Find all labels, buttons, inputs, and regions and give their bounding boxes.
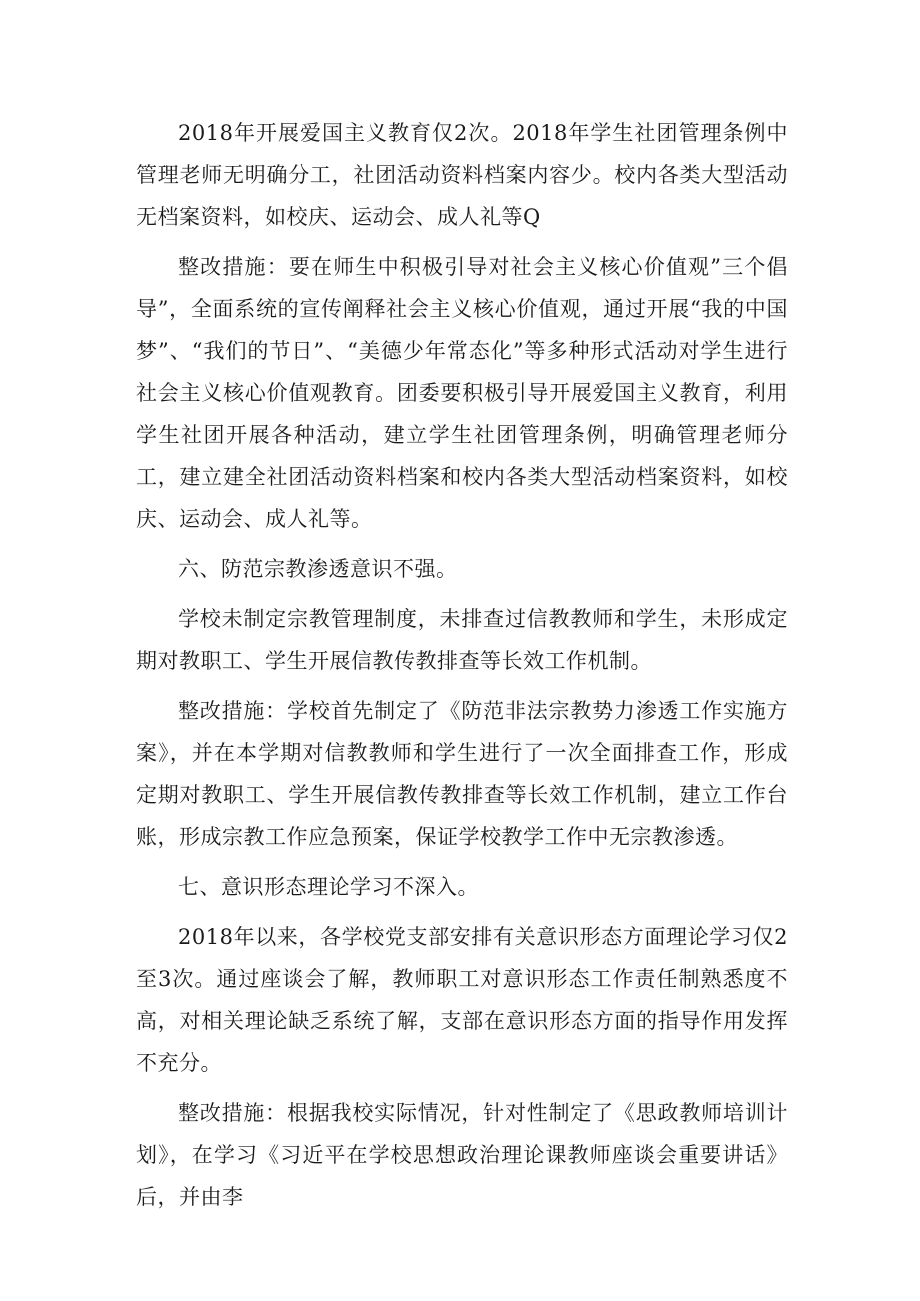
paragraph-ideology-issue: 2018年以来，各学校党支部安排有关意识形态方面理论学习仅2至3次。通过座谈会了解，教师职工对意识形态工作责任制熟悉度不高，对相关理论缺乏系统了解，支部在意识形态方面的指导作用发挥不充分。 (136, 925, 788, 1075)
section-heading-ideology: 七、意识形态理论学习不深入。 (178, 875, 479, 899)
paragraph-religion-issue: 学校未制定宗教管理制度，未排查过信教教师和学生，未形成定期对教职工、学生开展信教传教排查等长效工作机制。 (136, 607, 788, 673)
paragraph-rectification-core-values: 整改措施：要在师生中积极引导对社会主义核心价值观”三个倡导”，全面系统的宣传阐释社会主义核心价值观，通过开展“我的中国梦”、“我们的节日”、“美德少年常态化”等多种形式活动对学生进行社会主义核心价值观教育。团委要积极引导开展爱国主义教育，利用学生社团开展各种活动，建立学生社团管理条例，明确管理老师分工，建立建全社团活动资料档案和校内各类大型活动档案资料，如校庆、运动会、成人礼等。 (136, 255, 788, 531)
paragraph-patriotic-education: 2018年开展爱国主义教育仅2次。2018年学生社团管理条例中管理老师无明确分工，社团活动资料档案内容少。校内各类大型活动无档案资料，如校庆、运动会、成人礼等Q (136, 121, 788, 229)
paragraph-rectification-religion: 整改措施：学校首先制定了《防范非法宗教势力渗透工作实施方案》，并在本学期对信教教师和学生进行了一次全面排查工作，形成定期对教职工、学生开展信教传教排查等长效工作机制，建立工作台账，形成宗教工作应急预案，保证学校教学工作中无宗教渗透。 (136, 699, 788, 849)
document-body (136, 112, 788, 1226)
section-heading-religion: 六、防范宗教渗透意识不强。 (178, 557, 458, 581)
paragraph-rectification-ideology: 整改措施：根据我校实际情况，针对性制定了《思政教师培训计划》，在学习《习近平在学校思想政治理论课教师座谈会重要讲话》后，并由李 (136, 1101, 788, 1209)
